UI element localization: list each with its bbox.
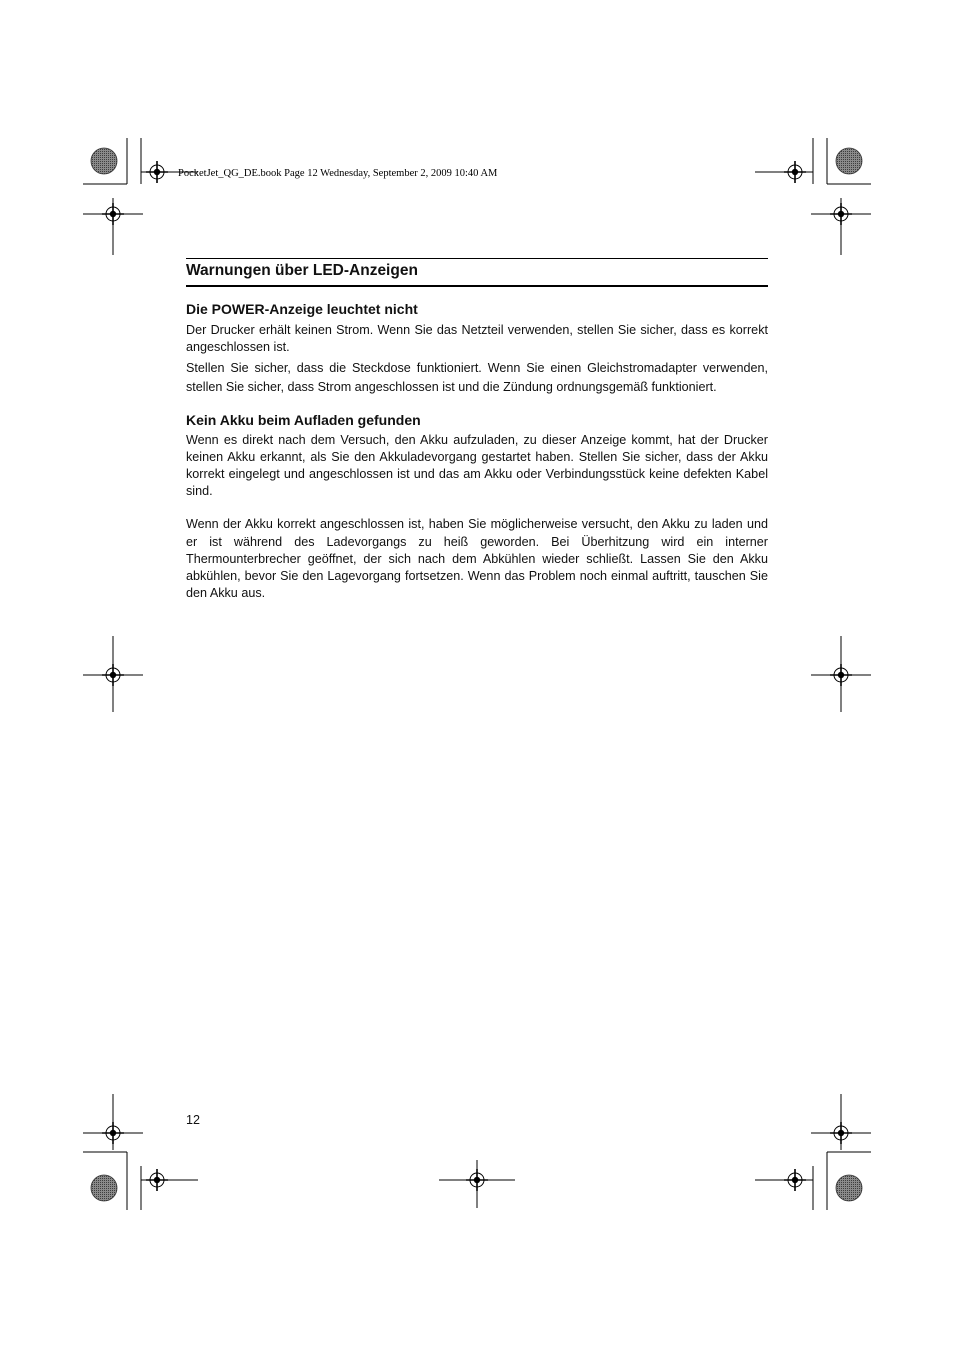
section-title: Warnungen über LED-Anzeigen [186, 258, 768, 287]
book-slug: PocketJet_QG_DE.book Page 12 Wednesday, September 2, 2009 10:40 AM [178, 168, 498, 179]
main-content [186, 258, 768, 602]
page-number: 12 [186, 1113, 201, 1127]
paragraph: Stellen Sie sicher, dass die Steckdose funktioniert. Wenn Sie einen Gleichstromadapter verwenden, stellen Sie sicher, dass Strom angeschlossen ist und die Zündung ordnungsgemäß funktioniert. [186, 361, 768, 394]
paragraph: Der Drucker erhält keinen Strom. Wenn Sie das Netzteil verwenden, stellen Sie sicher, dass es korrekt angeschlossen ist. [186, 323, 768, 355]
paragraph: Wenn es direkt nach dem Versuch, den Akku aufzuladen, zu dieser Anzeige kommt, hat der Drucker keinen Akku erkannt, als Sie den Akkuladevorgang gestartet haben. Stellen Sie sicher, dass der Akku korrekt eingelegt und angeschlossen ist und das am Akku oder Verbindungsstück keine defekten Kabel sind. [186, 432, 768, 499]
paragraph: Wenn der Akku korrekt angeschlossen ist, haben Sie möglicherweise versucht, den Akku zu laden und er ist während des Ladevorgangs zu heiß geworden. Bei Überhitzung wird ein interner Thermounterbrecher geöffnet, der sich nach dem Abkühlen wieder schließt. Lassen Sie den Akku abkühlen, bevor Sie den Lagevorgang fortsetzen. Wenn das Problem noch einmal auftritt, tauschen Sie den Akku aus. [186, 517, 768, 601]
subheading-power-led: Die POWER-Anzeige leuchtet nicht [186, 301, 418, 317]
subheading-no-battery: Kein Akku beim Aufladen gefunden [186, 411, 421, 428]
